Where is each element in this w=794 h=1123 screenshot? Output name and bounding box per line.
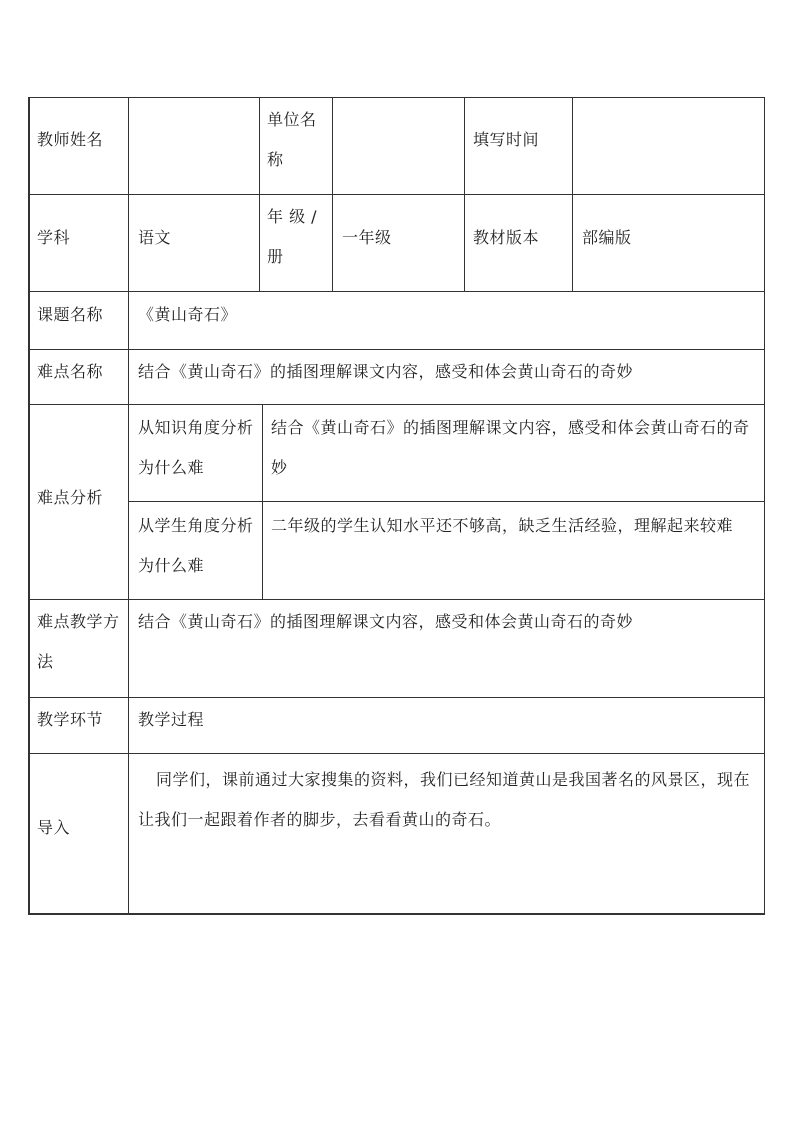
row-divider: [28, 404, 765, 405]
knowledge-angle-label: 从知识角度分析为什么难: [138, 418, 254, 477]
difficulty-name-label: 难点名称: [37, 362, 104, 381]
intro-content: 同学们，课前通过大家搜集的资料，我们已经知道黄山是我国著名的风景区，现在让我们一起跟着作者的脚步，去看看黄山的奇石。: [138, 770, 751, 829]
row-divider: [128, 501, 765, 502]
grade-value: 一年级: [342, 228, 392, 247]
unit-name-label: 单位名称: [267, 110, 317, 169]
column-divider: [259, 97, 260, 291]
row-divider: [28, 599, 765, 600]
column-divider: [332, 97, 333, 291]
teaching-process-label: 教学过程: [138, 710, 205, 729]
border-left: [28, 97, 30, 915]
row-divider: [28, 349, 765, 350]
intro-label: 导入: [37, 818, 71, 837]
border-right: [764, 97, 765, 915]
edition-label: 教材版本: [473, 228, 540, 247]
difficulty-name-value: 结合《黄山奇石》的插图理解课文内容，感受和体会黄山奇石的奇妙: [138, 362, 634, 381]
knowledge-angle-value: 结合《黄山奇石》的插图理解课文内容，感受和体会黄山奇石的奇妙: [271, 418, 750, 477]
row-divider: [28, 194, 765, 195]
edition-value: 部编版: [582, 228, 632, 247]
row-divider: [28, 697, 765, 698]
teacher-name-label: 教师姓名: [37, 130, 104, 149]
column-divider: [572, 97, 573, 291]
student-angle-value: 二年级的学生认知水平还不够高，缺乏生活经验，理解起来较难: [271, 516, 734, 535]
teaching-method-value: 结合《黄山奇石》的插图理解课文内容，感受和体会黄山奇石的奇妙: [138, 612, 634, 631]
border-top: [28, 97, 765, 98]
row-divider: [28, 291, 765, 292]
lesson-title-label: 课题名称: [37, 305, 104, 324]
border-bottom: [28, 913, 765, 915]
fill-date-label: 填写时间: [473, 130, 540, 149]
teaching-stage-label: 教学环节: [37, 710, 104, 729]
teaching-method-label: 难点教学方法: [37, 612, 120, 671]
column-divider: [464, 97, 465, 291]
lesson-title-value: 《黄山奇石》: [138, 305, 238, 324]
subject-label: 学科: [37, 228, 71, 247]
subject-value: 语文: [138, 228, 172, 247]
column-divider: [128, 97, 129, 915]
difficulty-analysis-label: 难点分析: [37, 488, 104, 507]
row-divider: [28, 753, 765, 754]
grade-label: 年 级 / 册: [267, 207, 318, 266]
student-angle-label: 从学生角度分析为什么难: [138, 516, 254, 575]
